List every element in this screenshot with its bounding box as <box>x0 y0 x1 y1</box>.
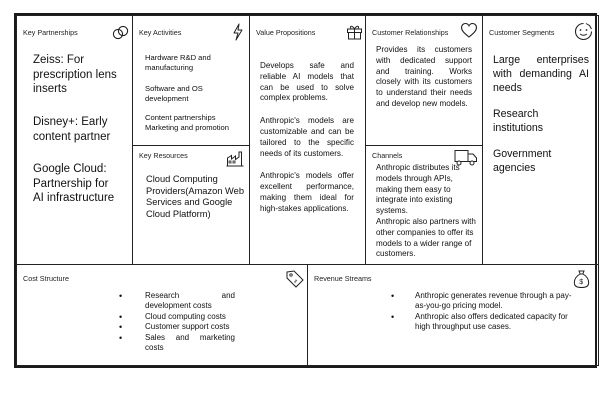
cost-item-text: Customer support costs <box>145 322 230 332</box>
channels-paragraph: Anthropic also partners with other companies to offer its models to a wider range of customers. <box>376 216 476 259</box>
activity-item: Hardware R&D and manufacturing <box>145 53 211 72</box>
value-paragraph: Anthropic's models are customizable and can be tailored to the specific needs of its customers. <box>260 116 354 158</box>
relationship-text: Provides its customers with dedicated support and training. Works closely with its customers to understand their needs and develop new models. <box>376 45 472 108</box>
partner-item: Google Cloud: Partnership for AI infrastructure <box>33 163 115 204</box>
value-proposition-text <box>260 61 354 224</box>
partner-item: Disney+: Early content partner <box>33 116 111 143</box>
revenue-item: • Anthropic generates revenue through a pay-as-you-go pricing model. <box>391 291 572 311</box>
segment-item: Research institutions <box>493 108 544 135</box>
resource-text: Cloud Computing Providers(Amazon Web Services and Google Cloud Platform) <box>146 174 244 219</box>
activity-item: Content partnerships Marketing and promotion <box>145 113 229 132</box>
link-icon <box>112 24 129 41</box>
value-propositions-section <box>249 15 366 265</box>
section-title: Key Partnerships <box>23 28 78 37</box>
revenue-item-text: Anthropic generates revenue through a pay-as-you-go pricing model. <box>415 291 572 311</box>
key-partnerships-section <box>16 15 133 265</box>
factory-icon <box>226 150 244 168</box>
revenue-item: • Anthropic also offers dedicated capacity for high throughput use cases. <box>391 311 568 332</box>
section-title: Value Propositions <box>256 28 316 37</box>
business-model-canvas <box>14 13 597 368</box>
segment-item: Large enterprises with demanding AI needs <box>493 54 589 95</box>
heart-icon <box>460 22 478 39</box>
lightning-icon <box>232 23 244 41</box>
svg-text:$: $ <box>292 278 299 284</box>
cost-item: • Sales and marketing costs <box>119 332 235 353</box>
cost-item: • Research and development costs <box>119 291 235 311</box>
cost-item-text: Sales and marketing costs <box>145 332 235 353</box>
value-paragraph: Anthropic's models offer excellent performance, making them ideal for high-stakes applications. <box>260 171 354 213</box>
section-title: Revenue Streams <box>314 274 372 283</box>
key-activities-section <box>132 15 250 146</box>
section-title: Key Activities <box>139 28 182 37</box>
smiley-icon <box>574 22 593 41</box>
revenue-streams-section <box>307 264 599 366</box>
section-title: Customer Relationships <box>372 28 449 37</box>
value-paragraph: Develops safe and reliable AI models that can be used to solve complex problems. <box>260 61 354 103</box>
customer-relationships-section <box>365 15 483 146</box>
activity-item: Software and OS development <box>145 84 203 103</box>
partner-item: Zeiss: For prescription lens inserts <box>33 54 117 95</box>
gift-icon <box>346 23 363 40</box>
section-title: Key Resources <box>139 151 188 160</box>
money-bag-icon <box>573 269 590 289</box>
cost-item: • Cloud computing costs <box>119 311 226 322</box>
customer-segments-section <box>482 15 599 265</box>
svg-text:$: $ <box>579 279 584 286</box>
revenue-item-text: Anthropic also offers dedicated capacity for high throughput use cases. <box>415 311 568 332</box>
cost-item-text: Research and development costs <box>145 291 235 311</box>
cost-list <box>119 291 235 353</box>
cost-structure-section <box>16 264 308 366</box>
revenue-list <box>391 291 575 333</box>
section-title: Channels <box>372 151 403 160</box>
channels-paragraph: Anthropic distributes its models through APIs, making them easy to integrate into existing systems. <box>376 163 460 216</box>
channels-section <box>365 145 483 265</box>
section-title: Customer Segments <box>489 28 555 37</box>
segment-item: Government agencies <box>493 148 552 175</box>
cost-item: • Customer support costs <box>119 322 230 333</box>
price-tag-icon <box>285 269 305 289</box>
key-resources-section <box>132 145 250 265</box>
cost-item-text: Cloud computing costs <box>145 311 226 321</box>
channels-text <box>376 163 476 260</box>
section-title: Cost Structure <box>23 274 69 283</box>
